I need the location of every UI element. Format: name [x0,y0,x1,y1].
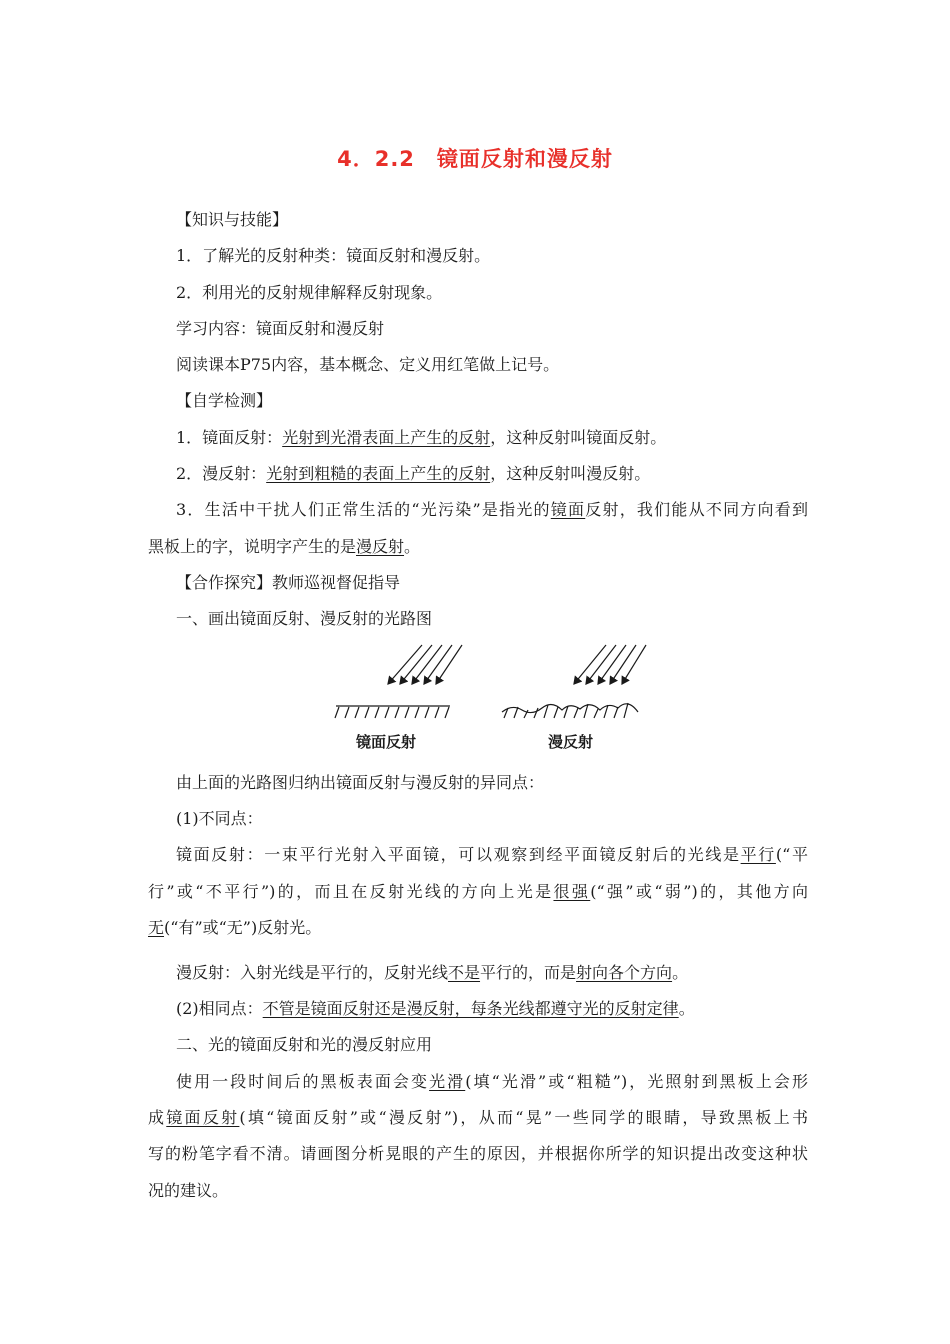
answer-blank: 射向各个方向 [576,963,673,982]
answer-blank: 漫反射 [356,537,405,556]
answer-blank: 光射到粗糙的表面上产生的反射 [266,464,491,483]
self-check-item-3-cont: 黑板上的字，说明字产生的是漫反射。 [148,537,421,556]
learning-content: 学习内容：镜面反射和漫反射 [176,319,385,338]
answer-blank: 不管是镜面反射还是漫反射，每条光线都遵守光的反射定律 [262,999,679,1018]
answer-blank: 无 [148,918,165,937]
section-heading-knowledge: 【知识与技能】 [176,210,289,229]
diffuse-incident-rays [574,645,646,684]
knowledge-item-2: 2．利用光的反射规律解释反射现象。 [176,283,443,302]
diffuse-reflection-desc: 漫反射：入射光线是平行的，反射光线不是平行的，而是射向各个方向。 [176,963,689,982]
application-desc-cont-2: 写的粉笔字看不清。请画图分析晃眼的产生的原因，并根据你所学的知识提出改变这种状 [148,1144,808,1163]
self-check-item-1: 1．镜面反射：光射到光滑表面上产生的反射，这种反射叫镜面反射。 [176,428,667,447]
rough-surface [502,703,638,718]
application-desc-cont-3: 况的建议。 [148,1181,229,1200]
label-mirror-reflection: 镜面反射 [356,733,417,751]
part-1-title: 一、画出镜面反射、漫反射的光路图 [176,609,433,628]
flat-mirror-surface [335,706,450,718]
answer-blank: 平行 [740,845,776,864]
part-2-title: 二、光的镜面反射和光的漫反射应用 [176,1035,433,1054]
answer-blank: 不是 [448,963,481,982]
answer-blank: 镜面反射 [166,1108,240,1127]
answer-blank: 光射到光滑表面上产生的反射 [282,428,491,447]
mirror-incident-rays [388,645,462,684]
application-desc: 使用一段时间后的黑板表面会变光滑(填“光滑”或“粗糙”)，光照射到黑板上会形 [176,1072,808,1091]
summary-prompt: 由上面的光路图归纳出镜面反射与漫反射的异同点： [176,773,545,792]
answer-blank: 光滑 [429,1072,466,1091]
page-title: 4．2.2 镜面反射和漫反射 [337,147,613,171]
self-check-item-2: 2．漫反射：光射到粗糙的表面上产生的反射，这种反射叫漫反射。 [176,464,651,483]
similarities: (2)相同点：不管是镜面反射还是漫反射，每条光线都遵守光的反射定律。 [176,999,695,1018]
differences-heading: (1)不同点： [176,809,263,828]
mirror-reflection-desc-cont: 行”或“不平行”)的，而且在反射光线的方向上光是很强(“强”或“弱”)的，其他方向 [148,882,808,901]
section-heading-cooperation: 【合作探究】教师巡视督促指导 [176,573,401,592]
mirror-reflection-desc: 镜面反射：一束平行光射入平面镜，可以观察到经平面镜反射后的光线是平行(“平 [176,845,808,864]
label-diffuse-reflection: 漫反射 [548,733,594,751]
knowledge-item-1: 1．了解光的反射种类：镜面反射和漫反射。 [176,246,491,265]
section-heading-self-check: 【自学检测】 [176,391,273,410]
answer-blank: 镜面 [550,500,586,519]
answer-blank: 很强 [553,882,591,901]
application-desc-cont: 成镜面反射(填“镜面反射”或“漫反射”)，从而“晃”一些同学的眼睛，导致黑板上书 [148,1108,808,1127]
reading-instruction: 阅读课本P75内容，基本概念、定义用红笔做上记号。 [176,355,560,374]
self-check-item-3: 3．生活中干扰人们正常生活的“光污染”是指光的镜面反射，我们能从不同方向看到 [176,500,808,519]
mirror-reflection-desc-cont-2: 无(“有”或“无”)反射光。 [148,918,322,937]
